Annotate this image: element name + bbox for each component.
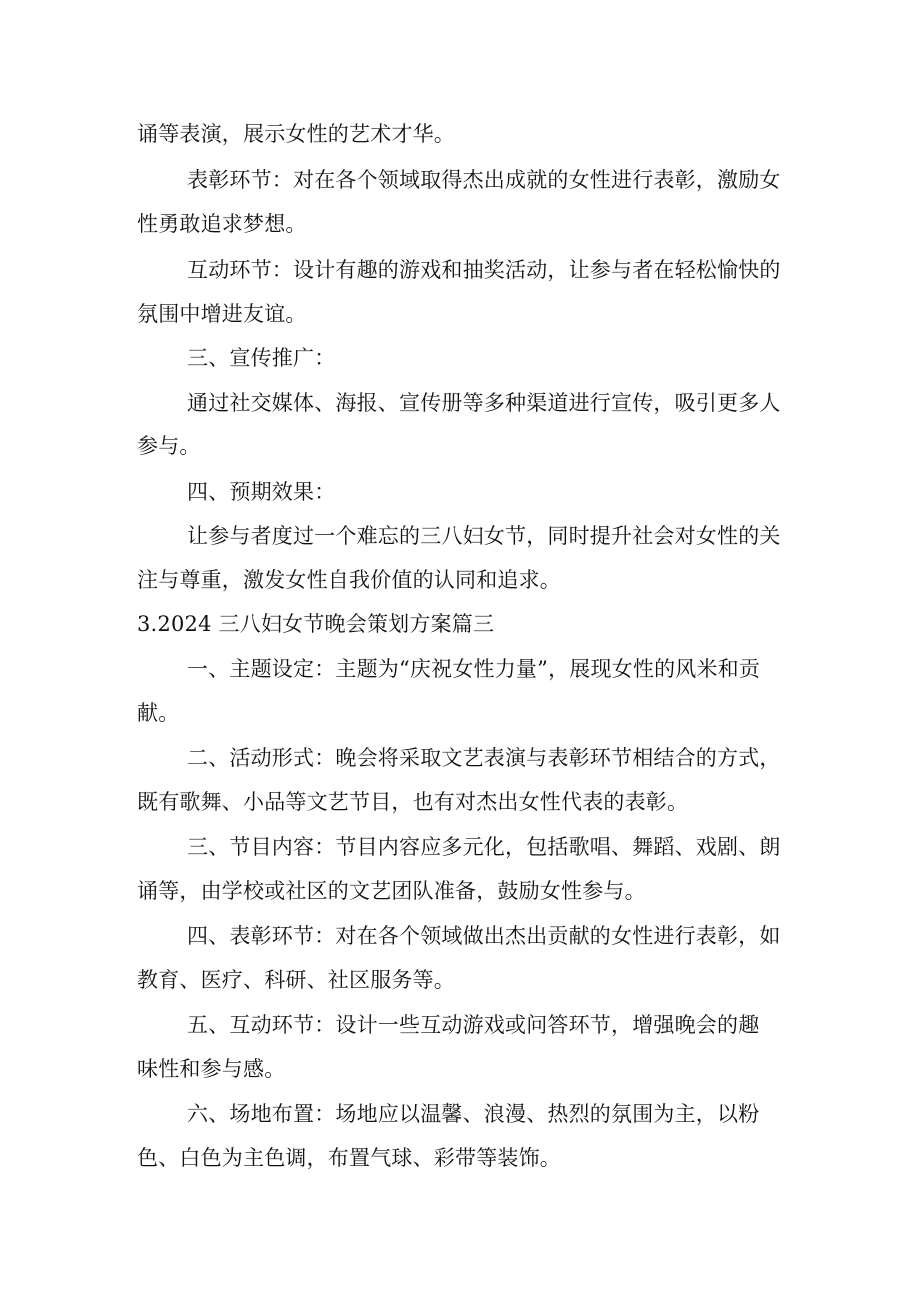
text-line: 氛围中增进友谊。 (137, 302, 307, 326)
section-heading: 四、预期效果： (187, 480, 336, 504)
text-line: 色、白色为主色调，布置气球、彩带等装饰。 (137, 1146, 561, 1170)
text-line: 三、节目内容：节目内容应多元化，包括歌唱、舞蹈、戏剧、朗 (187, 835, 781, 859)
text-line: 既有歌舞、小品等文艺节目，也有对杰出女性代表的表彰。 (137, 790, 689, 814)
text-line: 献。 (137, 701, 180, 725)
text-line: 六、场地布置：场地应以温馨、浪漫、热烈的氛围为主，以粉 (187, 1102, 760, 1126)
text-line: 一、主题设定：主题为“庆祝女性力量”，展现女性的风米和贡 (187, 657, 761, 681)
text-line: 通过社交媒体、海报、宣传册等多种渠道进行宣传，吸引更多人 (187, 391, 781, 415)
text-line: 参与。 (137, 434, 201, 458)
text-line: 让参与者度过一个难忘的三八妇女节，同时提升社会对女性的关 (187, 524, 781, 548)
text-line: 注与尊重，激发女性自我价值的认同和追求。 (137, 568, 561, 592)
section-heading: 三、宣传推广： (187, 346, 336, 370)
text-line: 表彰环节：对在各个领域取得杰出成就的女性进行表彰，激励女 (187, 168, 781, 192)
text-line: 五、互动环节：设计一些互动游戏或问答环节，增强晚会的趣 (187, 1013, 760, 1037)
text-line: 四、表彰环节：对在各个领域做出杰出贡献的女性进行表彰，如 (187, 924, 781, 948)
text-line: 二、活动形式：晚会将采取文艺表演与表彰环节相结合的方式， (187, 746, 781, 770)
text-line: 互动环节：设计有趣的游戏和抽奖活动，让参与者在轻松愉快的 (187, 258, 781, 282)
text-line: 诵等，由学校或社区的文艺团队准备，鼓励女性参与。 (137, 879, 646, 903)
text-line: 诵等表演，展示女性的艺术才华。 (137, 122, 455, 146)
plan-title: 3.2024 三八妇女节晚会策划方案篇三 (137, 612, 495, 636)
text-line: 味性和参与感。 (137, 1057, 286, 1081)
text-line: 教育、医疗、科研、社区服务等。 (137, 968, 455, 992)
text-line: 性勇敢追求梦想。 (137, 212, 307, 236)
